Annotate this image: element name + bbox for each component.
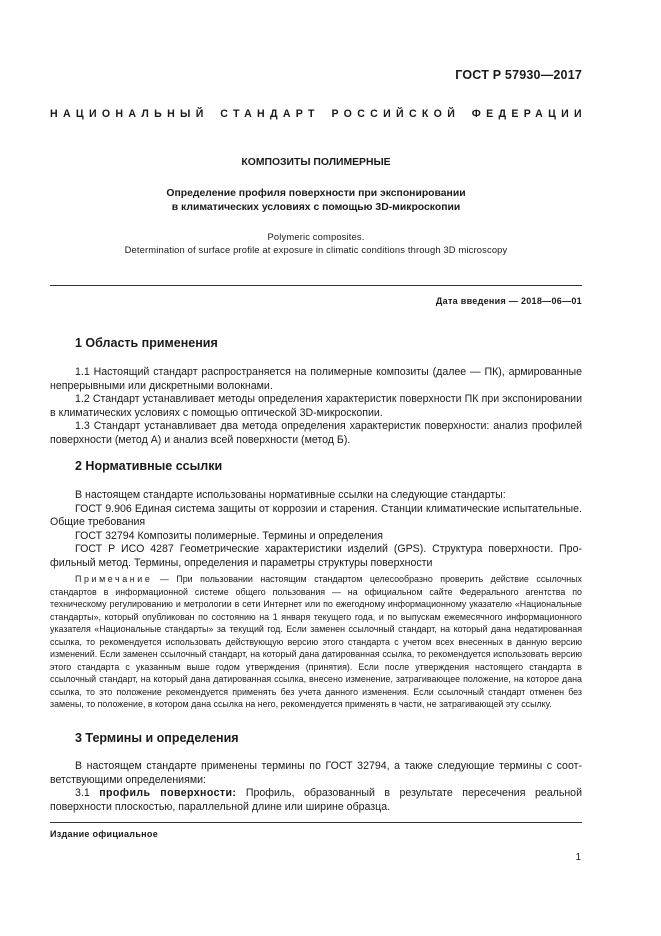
note-label: Примечание xyxy=(75,574,153,584)
term-number: 3.1 xyxy=(75,787,100,800)
header-divider xyxy=(50,285,582,286)
references-note xyxy=(50,573,582,711)
official-edition-label: Издание официальное xyxy=(50,829,159,839)
banner-word-2: СТАНДАРТ xyxy=(220,108,320,120)
banner-word-4: ФЕДЕРАЦИИ xyxy=(471,108,587,120)
section-3-heading: 3 Термины и определения xyxy=(75,731,239,745)
terms-intro: В настоящем стандарте применены термины по ГОСТ 32794, а также следующие термины с соответствующими определениями: xyxy=(50,760,582,786)
term-3-1 xyxy=(50,787,582,814)
paragraph-1-3: 1.3 Стандарт устанавливает два метода определения характеристик поверхности: анализ профилей поверхности (метод А) и анализ всей поверхности (метод Б). xyxy=(50,420,582,446)
english-title-line-2: Determination of surface profile at exposure in climatic conditions through 3D microscopy xyxy=(124,243,508,255)
document-id: ГОСТ Р 57930—2017 xyxy=(455,68,582,82)
document-title: КОМПОЗИТЫ ПОЛИМЕРНЫЕ xyxy=(241,157,391,168)
subtitle-line-1: Определение профиля поверхности при экспонировании xyxy=(166,188,466,199)
section-1-heading: 1 Область применения xyxy=(75,336,218,350)
paragraph-1-1: 1.1 Настоящий стандарт распространяется на полимерные композиты (далее — ПК), армированные непрерывными или дискретными волокнами. xyxy=(50,366,582,392)
section-1-body xyxy=(50,366,582,448)
note-text: — При пользовании настоящим стандартом целесообразно проверить действие ссылочных стандартов в информационной системе общего пользования — на официальном сайте Федерального агентства по техническому регулированию и метрологии в сети Интернет или по ежегодному информационному указателю «Национальные стандарты», который опубликован по состоянию на 1 января текущего года, и по выпускам ежемесячного информационного указателя «Национальные стандарты» за текущий год. Если заменен ссылочный стандарт, на который дана недатированная ссылка, то рекомендуется использовать действующую версию этого стандарта с учетом всех внесенных в данную версию изменений. Если заменен ссылочный стандарт, на который дана датированная ссылка, то рекомендуется использовать версию этого стандарта с указанным выше годом утверждения (принятия). Если после утверждения настоящего стандарта в ссылочный стандарт, на который дана датированная ссылка, внесено изменение, затрагивающее положение, на которое дана ссылка, то это положение рекомендуется применять без учета данного изменения. Если ссылочный стандарт отменен без замены, то положение, в котором дана ссылка на него, рекомендуется применять в части, не затрагивающей эту ссылку. xyxy=(50,574,582,709)
section-2-heading: 2 Нормативные ссылки xyxy=(75,459,223,473)
page-number: 1 xyxy=(575,852,581,863)
references-intro: В настоящем стандарте использованы нормативные ссылки на следующие стандарты: xyxy=(75,489,506,501)
banner-word-3: РОССИЙСКОЙ xyxy=(331,108,461,120)
footer-divider xyxy=(50,822,582,823)
document-subtitle xyxy=(50,187,582,215)
term-name: профиль поверхности: xyxy=(99,787,237,800)
subtitle-line-2: в климатических условиях с помощью 3D-микроскопии xyxy=(171,202,461,213)
paragraph-1-2: 1.2 Стандарт устанавливает методы определения характеристик поверхности ПК при экспонировании в климатических условиях с помощью оптической 3D-микроскопии. xyxy=(50,393,582,419)
reference-gost-32794: ГОСТ 32794 Композиты полимерные. Термины и определения xyxy=(75,529,383,542)
section-2-body xyxy=(50,489,582,571)
english-title-line-1: Polymeric composites. xyxy=(267,231,365,242)
reference-gost-r-iso-4287: ГОСТ Р ИСО 4287 Геометрические характеристики изделий (GPS). Структура поверхности. Профильный метод. Термины, определения и параметры структуры поверхности xyxy=(50,543,582,569)
national-standard-banner xyxy=(50,108,587,120)
english-title xyxy=(50,231,582,256)
introduction-date: Дата введения — 2018—06—01 xyxy=(435,296,582,306)
reference-gost-9-906: ГОСТ 9.906 Единая система защиты от коррозии и старения. Станции климатические испытательные. Общие требования xyxy=(50,502,582,529)
section-3-body xyxy=(50,760,582,814)
banner-word-1: НАЦИОНАЛЬНЫЙ xyxy=(50,108,209,120)
term-definition: Профиль, образованный в результате пересечения реальной поверхности плоскостью, параллельной длине или ширине образца. xyxy=(50,787,582,813)
